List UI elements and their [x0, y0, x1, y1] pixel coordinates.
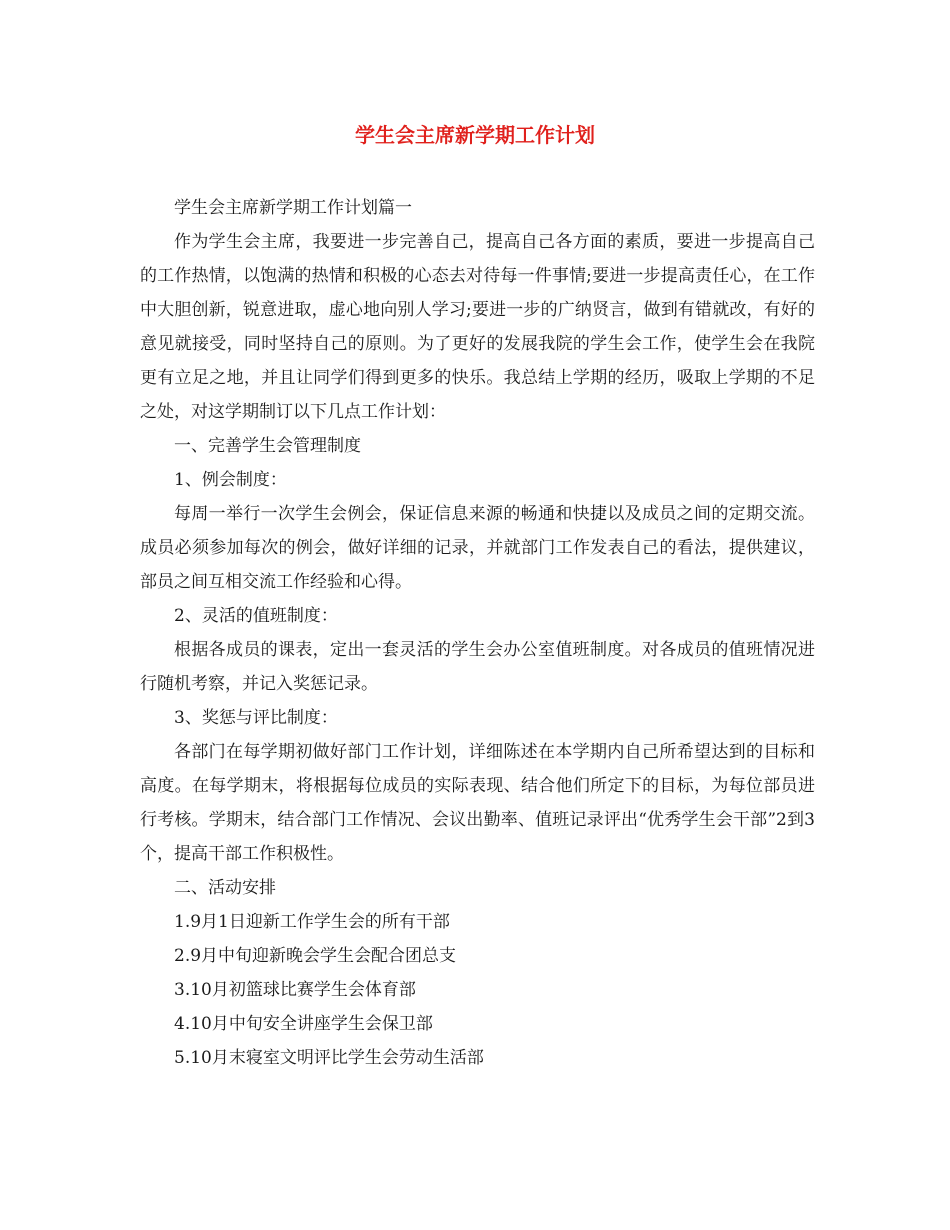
list-item: 1.9月1日迎新工作学生会的所有干部 [174, 912, 450, 932]
body-paragraph: 每周一举行一次学生会例会，保证信息来源的畅通和快捷以及成员之间的定期交流。成员必须参加每次的例会，做好详细的记录，并就部门工作发表自己的看法，提供建议，部员之间互相交流工作经验和心得。 [140, 504, 815, 592]
document-body [140, 191, 815, 1075]
list-item: 4.10月中旬安全讲座学生会保卫部 [174, 1014, 433, 1034]
body-paragraph: 各部门在每学期初做好部门工作计划，详细陈述在本学期内自己所希望达到的目标和高度。在每学期末，将根据每位成员的实际表现、结合他们所定下的目标，为每位部员进行考核。学期末，结合部门工作情况、会议出勤率、值班记录评出“优秀学生会干部”2到3个，提高干部工作积极性。 [140, 742, 815, 864]
body-paragraph: 根据各成员的课表，定出一套灵活的学生会办公室值班制度。对各成员的值班情况进行随机考察，并记入奖惩记录。 [140, 640, 815, 694]
subsection-heading: 2、灵活的值班制度： [174, 606, 338, 626]
section-heading: 二、活动安排 [174, 878, 276, 898]
list-item: 2.9月中旬迎新晚会学生会配合团总支 [174, 946, 457, 966]
list-item: 5.10月末寝室文明评比学生会劳动生活部 [174, 1048, 484, 1068]
subsection-heading: 1、例会制度： [174, 470, 287, 490]
document-title: 学生会主席新学期工作计划 [355, 123, 595, 147]
section-heading: 一、完善学生会管理制度 [174, 436, 361, 456]
list-item: 3.10月初篮球比赛学生会体育部 [174, 980, 416, 1000]
intro-paragraph: 作为学生会主席，我要进一步完善自己，提高自己各方面的素质，要进一步提高自己的工作热情，以饱满的热情和积极的心态去对待每一件事情;要进一步提高责任心，在工作中大胆创新，锐意进取，虚心地向别人学习;要进一步的广纳贤言，做到有错就改，有好的意见就接受，同时坚持自己的原则。为了更好的发展我院的学生会工作，使学生会在我院更有立足之地，并且让同学们得到更多的快乐。我总结上学期的经历，吸取上学期的不足之处，对这学期制订以下几点工作计划： [140, 232, 815, 422]
subsection-heading: 3、奖惩与评比制度： [174, 708, 338, 728]
section-heading: 学生会主席新学期工作计划篇一 [174, 198, 412, 218]
